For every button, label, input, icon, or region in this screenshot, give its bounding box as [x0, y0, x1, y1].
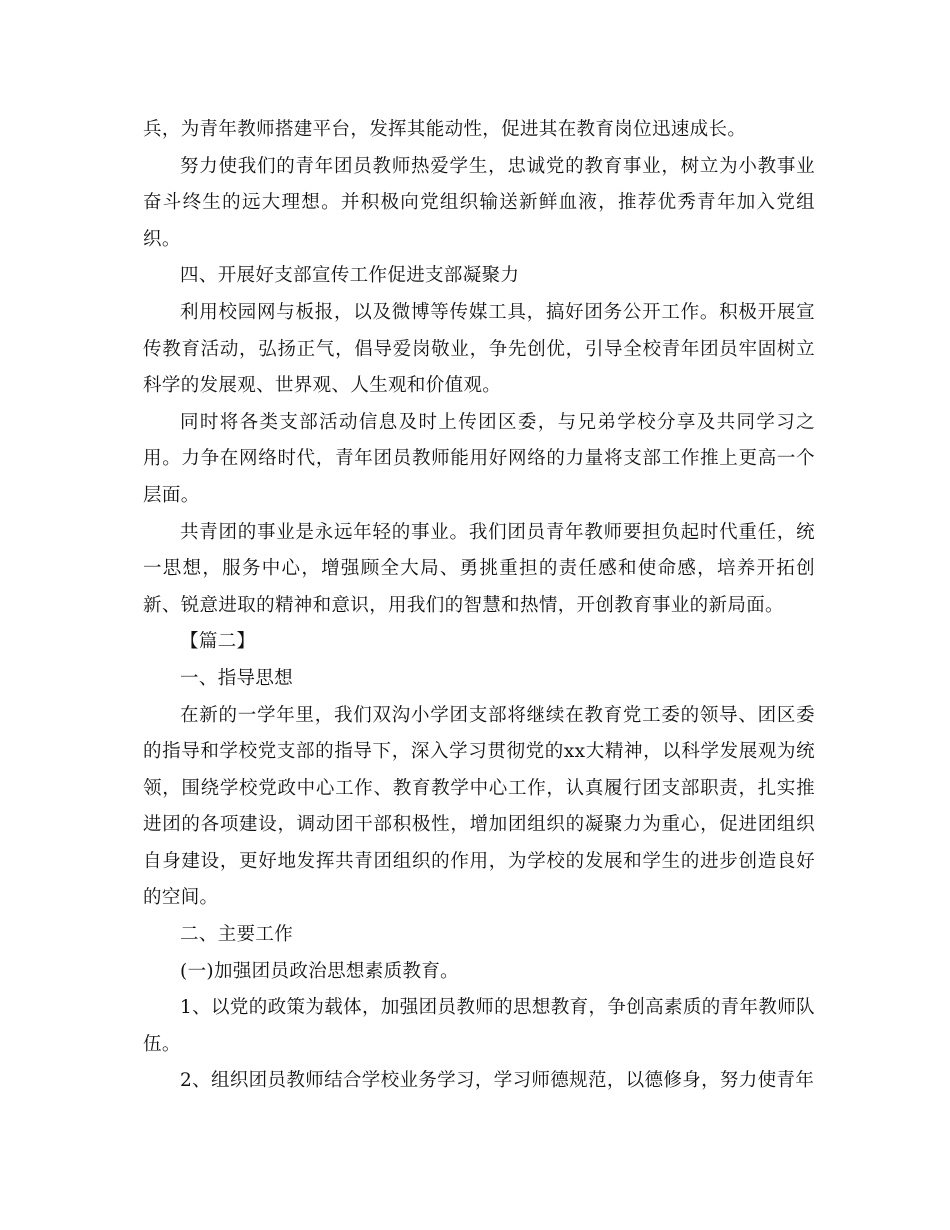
paragraph-guiding-thought: 在新的一学年里，我们双沟小学团支部将继续在教育党工委的领导、团区委的指导和学校党支部的指导下，深入学习贯彻党的xx大精神，以科学发展观为统领，围绕学校党政中心工作、教育教学中心工作，认真履行团支部职责，扎实推进团的各项建设，调动团干部积极性，增加团组织的凝聚力为重心，促进团组织自身建设，更好地发挥共青团组织的作用，为学校的发展和学生的进步创造良好的空间。: [143, 704, 815, 909]
document-body: [143, 112, 815, 1100]
paragraph-teacher-goals: 努力使我们的青年团员教师热爱学生，忠诚党的教育事业，树立为小教事业奋斗终生的远大理想。并积极向党组织输送新鲜血液，推荐优秀青年加入党组织。: [143, 155, 815, 250]
list-item-2: 2、组织团员教师结合学校业务学习，学习师德规范，以德修身，努力使青年: [180, 1070, 815, 1092]
heading-section-four: 四、开展好支部宣传工作促进支部凝聚力: [180, 265, 520, 287]
heading-main-work: 二、主要工作: [180, 924, 294, 946]
paragraph-publicity: 利用校园网与板报，以及微博等传媒工具，搞好团务公开工作。积极开展宣传教育活动，弘扬正气，倡导爱岗敬业，争先创优，引导全校青年团员牢固树立科学的发展观、世界观、人生观和价值观。: [143, 301, 815, 397]
list-item-1: 1、以党的政策为载体，加强团员教师的思想教育，争创高素质的青年教师队伍。: [143, 997, 815, 1055]
heading-guiding-thought: 一、指导思想: [180, 667, 294, 689]
paragraph-youth-league: 共青团的事业是永远年轻的事业。我们团员青年教师要担负起时代重任，统一思想，服务中心，增强顾全大局、勇挑重担的责任感和使命感，培养开拓创新、锐意进取的精神和意识，用我们的智慧和热情，开创教育事业的新局面。: [143, 521, 815, 616]
paragraph-upload-info: 同时将各类支部活动信息及时上传团区委，与兄弟学校分享及共同学习之用。力争在网络时代，青年团员教师能用好网络的力量将支部工作推上更高一个层面。: [143, 411, 815, 506]
heading-part-two: 【篇二】: [180, 631, 256, 653]
paragraph-continuation: 兵，为青年教师搭建平台，发挥其能动性，促进其在教育岗位迅速成长。: [143, 119, 747, 140]
subheading-political-education: (一)加强团员政治思想素质教育。: [180, 960, 460, 982]
